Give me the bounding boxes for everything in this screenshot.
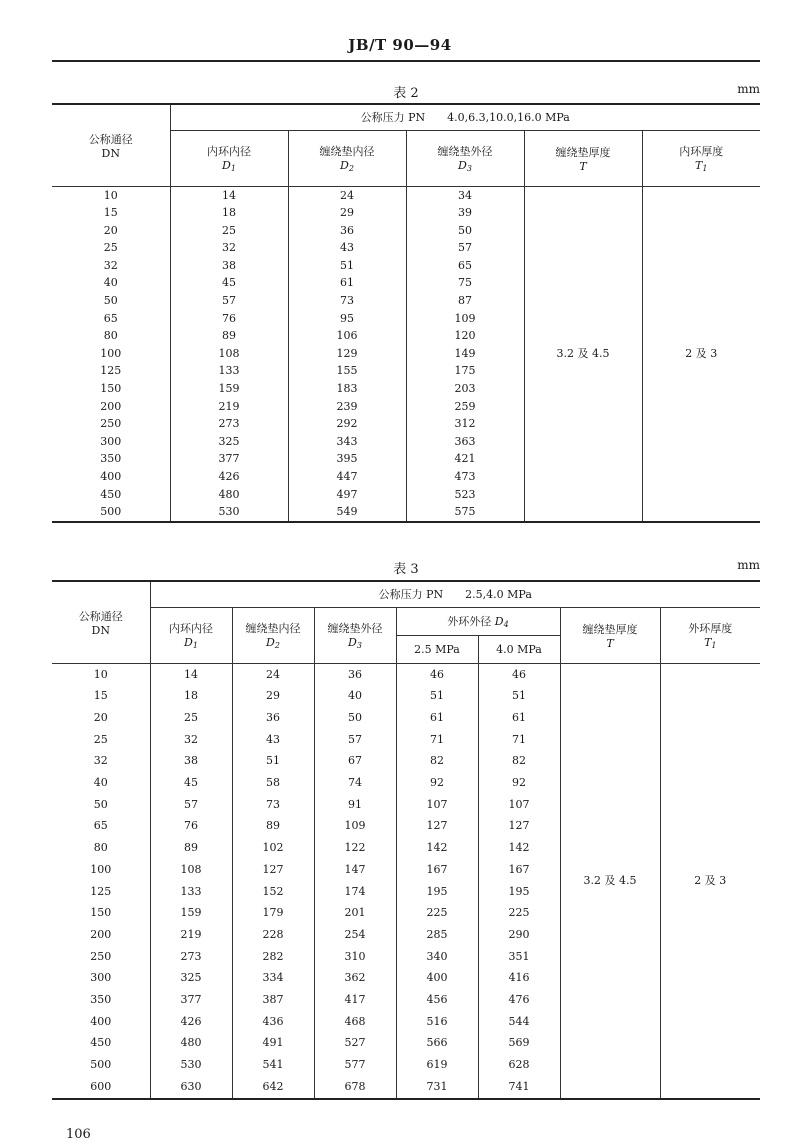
table-cell: 43 <box>288 239 406 257</box>
table-cell: 71 <box>478 729 560 751</box>
table-cell: 642 <box>232 1076 314 1099</box>
table-cell: 57 <box>406 239 524 257</box>
table-cell: 200 <box>52 398 170 416</box>
table-cell: 678 <box>314 1076 396 1099</box>
table-cell: 250 <box>52 415 170 433</box>
table-cell: 50 <box>52 292 170 310</box>
table-cell: 325 <box>150 967 232 989</box>
col-symbol <box>495 615 509 628</box>
table2-caption-bar <box>52 82 760 102</box>
table-cell: 107 <box>396 794 478 816</box>
table-cell: 36 <box>232 707 314 729</box>
table-cell: 24 <box>232 663 314 685</box>
symbol-letter: D <box>494 615 504 628</box>
dn-symbol: DN <box>91 623 110 637</box>
table-cell: 566 <box>396 1032 478 1054</box>
symbol-subscript: 1 <box>230 164 236 173</box>
table-cell: 65 <box>52 310 170 328</box>
table-cell: 120 <box>406 327 524 345</box>
table-cell: 61 <box>396 707 478 729</box>
symbol-letter: D <box>266 636 275 649</box>
table-cell: 40 <box>52 274 170 292</box>
table-cell: 109 <box>314 815 396 837</box>
table-cell: 61 <box>478 707 560 729</box>
table-cell: 600 <box>52 1076 150 1099</box>
table-cell: 108 <box>150 859 232 881</box>
table-cell: 300 <box>52 967 150 989</box>
col-symbol <box>289 159 406 173</box>
table3-col-gasket-thickness <box>560 607 660 663</box>
col-symbol: T <box>579 159 587 173</box>
table-cell: 395 <box>288 450 406 468</box>
table-cell: 125 <box>52 881 150 903</box>
table-cell: 29 <box>288 204 406 222</box>
table-cell: 549 <box>288 503 406 522</box>
col-symbol <box>315 636 396 650</box>
col-label: 外环外径 <box>447 615 492 628</box>
col-label: 缠绕垫内径 <box>319 145 375 158</box>
symbol-subscript: 1 <box>192 641 198 650</box>
table-cell: 109 <box>406 310 524 328</box>
col-label: 缠绕垫厚度 <box>555 145 611 159</box>
col-label: 外环厚度 <box>688 622 733 635</box>
table-cell: 219 <box>170 398 288 416</box>
table3-unit: mm <box>737 558 760 572</box>
col-label: 缠绕垫外径 <box>327 622 383 635</box>
table-cell: 106 <box>288 327 406 345</box>
table3-col-gasket-id <box>232 607 314 663</box>
table2-dn-header <box>52 104 170 186</box>
table-cell: 10 <box>52 186 170 204</box>
table-cell: 82 <box>478 750 560 772</box>
table3-body <box>52 663 760 1099</box>
table-cell: 92 <box>478 772 560 794</box>
table-cell: 377 <box>150 989 232 1011</box>
table-cell: 125 <box>52 362 170 380</box>
table-cell: 530 <box>170 503 288 522</box>
table-cell: 32 <box>170 239 288 257</box>
table-cell: 127 <box>478 815 560 837</box>
table-cell: 476 <box>478 989 560 1011</box>
table-cell: 14 <box>150 663 232 685</box>
table-cell: 351 <box>478 946 560 968</box>
col-symbol <box>151 636 232 650</box>
symbol-letter: D <box>222 159 231 172</box>
table-cell: 523 <box>406 486 524 504</box>
symbol-letter: D <box>458 159 467 172</box>
table-cell: 254 <box>314 924 396 946</box>
table-cell: 228 <box>232 924 314 946</box>
table-cell: 377 <box>170 450 288 468</box>
symbol-subscript: 2 <box>274 641 280 650</box>
table-cell: 426 <box>150 1011 232 1033</box>
table-cell: 40 <box>52 772 150 794</box>
table2 <box>52 103 760 523</box>
dn-symbol: DN <box>101 146 120 160</box>
table-cell: 530 <box>150 1054 232 1076</box>
table2-col-gasket-thickness <box>524 130 642 186</box>
table-cell: 200 <box>52 924 150 946</box>
table-cell: 310 <box>314 946 396 968</box>
table-cell: 273 <box>150 946 232 968</box>
table-cell: 175 <box>406 362 524 380</box>
table3-col-inner-ring-id <box>150 607 232 663</box>
col-symbol <box>643 159 761 173</box>
table3-dn-header <box>52 581 150 663</box>
table-cell: 34 <box>406 186 524 204</box>
table-cell: 71 <box>396 729 478 751</box>
col-symbol <box>171 159 288 173</box>
table-cell: 334 <box>232 967 314 989</box>
table-cell: 92 <box>396 772 478 794</box>
table-cell: 149 <box>406 345 524 363</box>
table-cell: 325 <box>170 433 288 451</box>
table-cell: 456 <box>396 989 478 1011</box>
table3-caption-bar <box>52 558 760 578</box>
table-cell: 155 <box>288 362 406 380</box>
table-cell: 285 <box>396 924 478 946</box>
table-cell: 159 <box>170 380 288 398</box>
table-cell: 142 <box>396 837 478 859</box>
table-cell: 400 <box>52 468 170 486</box>
table-cell: 400 <box>396 967 478 989</box>
table-cell: 36 <box>288 222 406 240</box>
ring-thickness-value: 2 及 3 <box>642 186 760 522</box>
header-rule <box>52 60 760 62</box>
table-cell: 76 <box>150 815 232 837</box>
col-label: 内环内径 <box>207 145 251 158</box>
table-cell: 300 <box>52 433 170 451</box>
table-row <box>52 186 760 204</box>
table-cell: 75 <box>406 274 524 292</box>
table-cell: 290 <box>478 924 560 946</box>
table-cell: 142 <box>478 837 560 859</box>
table-cell: 150 <box>52 902 150 924</box>
table-cell: 51 <box>288 257 406 275</box>
table-cell: 450 <box>52 486 170 504</box>
gasket-thickness-value: 3.2 及 4.5 <box>524 186 642 522</box>
table-cell: 250 <box>52 946 150 968</box>
col-label: 内环厚度 <box>679 145 724 158</box>
table3-col-gasket-od <box>314 607 396 663</box>
table-cell: 426 <box>170 468 288 486</box>
table-cell: 100 <box>52 859 150 881</box>
table-cell: 20 <box>52 707 150 729</box>
table-cell: 15 <box>52 204 170 222</box>
symbol-letter: T <box>704 636 712 649</box>
dn-label: 公称通径 <box>78 609 123 623</box>
table-cell: 67 <box>314 750 396 772</box>
table-cell: 32 <box>52 257 170 275</box>
table-cell: 259 <box>406 398 524 416</box>
table-cell: 10 <box>52 663 150 685</box>
table3 <box>52 580 760 1100</box>
table-cell: 89 <box>150 837 232 859</box>
table-cell: 630 <box>150 1076 232 1099</box>
table-cell: 159 <box>150 902 232 924</box>
table-cell: 273 <box>170 415 288 433</box>
table-cell: 46 <box>478 663 560 685</box>
table3-caption: 表 3 <box>393 562 419 577</box>
table-cell: 73 <box>288 292 406 310</box>
table-cell: 57 <box>150 794 232 816</box>
table-cell: 225 <box>478 902 560 924</box>
table-cell: 38 <box>170 257 288 275</box>
symbol-subscript: 4 <box>503 620 509 629</box>
table-cell: 282 <box>232 946 314 968</box>
table-cell: 450 <box>52 1032 150 1054</box>
table-cell: 57 <box>170 292 288 310</box>
table-cell: 741 <box>478 1076 560 1099</box>
symbol-letter: D <box>348 636 357 649</box>
table-cell: 500 <box>52 503 170 522</box>
table-cell: 89 <box>170 327 288 345</box>
symbol-subscript: 3 <box>356 641 362 650</box>
table2-col-inner-ring-thickness <box>642 130 760 186</box>
table-cell: 350 <box>52 450 170 468</box>
table-cell: 363 <box>406 433 524 451</box>
table-cell: 50 <box>406 222 524 240</box>
col-label: 缠绕垫内径 <box>245 622 301 635</box>
table-cell: 343 <box>288 433 406 451</box>
gasket-thickness-value: 3.2 及 4.5 <box>560 663 660 1099</box>
table-cell: 497 <box>288 486 406 504</box>
symbol-letter: D <box>340 159 349 172</box>
table-cell: 61 <box>288 274 406 292</box>
table2-col-gasket-od <box>406 130 524 186</box>
table-cell: 45 <box>150 772 232 794</box>
table-cell: 25 <box>170 222 288 240</box>
table-cell: 387 <box>232 989 314 1011</box>
ring-thickness-value: 2 及 3 <box>660 663 760 1099</box>
table-cell: 147 <box>314 859 396 881</box>
col-label: 缠绕垫厚度 <box>582 622 638 636</box>
table-cell: 133 <box>150 881 232 903</box>
symbol-subscript: 3 <box>466 164 472 173</box>
table3-pn-header: 公称压力 PN 2.5,4.0 MPa <box>150 581 760 607</box>
table-cell: 201 <box>314 902 396 924</box>
standard-number: JB/T 90—94 <box>348 36 452 54</box>
table-cell: 25 <box>52 239 170 257</box>
table3-col-outer-ring-thickness <box>660 607 760 663</box>
table-cell: 50 <box>314 707 396 729</box>
table-cell: 25 <box>52 729 150 751</box>
table-cell: 421 <box>406 450 524 468</box>
table-cell: 619 <box>396 1054 478 1076</box>
table-cell: 57 <box>314 729 396 751</box>
table2-unit: mm <box>737 82 760 96</box>
table-cell: 73 <box>232 794 314 816</box>
table-cell: 14 <box>170 186 288 204</box>
table-cell: 516 <box>396 1011 478 1033</box>
col-symbol <box>233 636 314 650</box>
table-cell: 74 <box>314 772 396 794</box>
table-row <box>52 663 760 685</box>
table-cell: 25 <box>150 707 232 729</box>
table-cell: 51 <box>232 750 314 772</box>
table-cell: 32 <box>52 750 150 772</box>
table-cell: 50 <box>52 794 150 816</box>
table-cell: 340 <box>396 946 478 968</box>
symbol-subscript: 1 <box>711 641 717 650</box>
table-cell: 24 <box>288 186 406 204</box>
table-cell: 350 <box>52 989 150 1011</box>
table-cell: 87 <box>406 292 524 310</box>
table-cell: 203 <box>406 380 524 398</box>
table-cell: 20 <box>52 222 170 240</box>
table-cell: 417 <box>314 989 396 1011</box>
table-cell: 127 <box>232 859 314 881</box>
table-cell: 91 <box>314 794 396 816</box>
table-cell: 89 <box>232 815 314 837</box>
table-cell: 80 <box>52 837 150 859</box>
table-cell: 577 <box>314 1054 396 1076</box>
table-cell: 731 <box>396 1076 478 1099</box>
table-cell: 133 <box>170 362 288 380</box>
table-cell: 292 <box>288 415 406 433</box>
table-cell: 527 <box>314 1032 396 1054</box>
table-cell: 122 <box>314 837 396 859</box>
table-cell: 628 <box>478 1054 560 1076</box>
table-cell: 129 <box>288 345 406 363</box>
symbol-letter: T <box>695 159 703 172</box>
table2-col-gasket-id <box>288 130 406 186</box>
table-cell: 36 <box>314 663 396 685</box>
table-cell: 541 <box>232 1054 314 1076</box>
col-symbol <box>661 636 761 650</box>
table-cell: 43 <box>232 729 314 751</box>
table-cell: 312 <box>406 415 524 433</box>
table-cell: 40 <box>314 685 396 707</box>
table-cell: 447 <box>288 468 406 486</box>
table-cell: 127 <box>396 815 478 837</box>
table-cell: 65 <box>406 257 524 275</box>
table-cell: 167 <box>478 859 560 881</box>
table-cell: 45 <box>170 274 288 292</box>
col-symbol: T <box>606 636 614 650</box>
symbol-subscript: 1 <box>702 164 708 173</box>
table-cell: 32 <box>150 729 232 751</box>
table-cell: 174 <box>314 881 396 903</box>
table-cell: 38 <box>150 750 232 772</box>
table-cell: 544 <box>478 1011 560 1033</box>
table-cell: 51 <box>396 685 478 707</box>
table-cell: 102 <box>232 837 314 859</box>
table2-caption: 表 2 <box>393 86 419 101</box>
table3-col-od-40mpa: 4.0 MPa <box>478 635 560 663</box>
page-number: 106 <box>66 1127 91 1142</box>
table3-col-outer-ring-od <box>396 607 560 635</box>
col-label: 缠绕垫外径 <box>437 145 493 158</box>
table-cell: 82 <box>396 750 478 772</box>
table-cell: 195 <box>396 881 478 903</box>
table-cell: 15 <box>52 685 150 707</box>
table-cell: 195 <box>478 881 560 903</box>
table-cell: 100 <box>52 345 170 363</box>
table3-col-od-25mpa: 2.5 MPa <box>396 635 478 663</box>
table-cell: 416 <box>478 967 560 989</box>
table-cell: 362 <box>314 967 396 989</box>
table-cell: 480 <box>150 1032 232 1054</box>
col-symbol <box>407 159 524 173</box>
table-cell: 150 <box>52 380 170 398</box>
symbol-subscript: 2 <box>348 164 354 173</box>
table-cell: 39 <box>406 204 524 222</box>
table-cell: 473 <box>406 468 524 486</box>
table-cell: 468 <box>314 1011 396 1033</box>
table-cell: 80 <box>52 327 170 345</box>
table-cell: 152 <box>232 881 314 903</box>
table-cell: 491 <box>232 1032 314 1054</box>
table-cell: 18 <box>170 204 288 222</box>
table-cell: 76 <box>170 310 288 328</box>
table-cell: 95 <box>288 310 406 328</box>
table-cell: 436 <box>232 1011 314 1033</box>
table-cell: 225 <box>396 902 478 924</box>
table2-col-inner-ring-id <box>170 130 288 186</box>
dn-label: 公称通径 <box>88 132 133 146</box>
table-cell: 239 <box>288 398 406 416</box>
table-cell: 575 <box>406 503 524 522</box>
table-cell: 179 <box>232 902 314 924</box>
table-cell: 65 <box>52 815 150 837</box>
table-cell: 46 <box>396 663 478 685</box>
table-cell: 400 <box>52 1011 150 1033</box>
table-cell: 18 <box>150 685 232 707</box>
table-cell: 29 <box>232 685 314 707</box>
col-label: 内环内径 <box>169 622 213 635</box>
table-cell: 107 <box>478 794 560 816</box>
table-cell: 183 <box>288 380 406 398</box>
table2-pn-header: 公称压力 PN 4.0,6.3,10.0,16.0 MPa <box>170 104 760 130</box>
symbol-letter: D <box>184 636 193 649</box>
table-cell: 108 <box>170 345 288 363</box>
table-cell: 500 <box>52 1054 150 1076</box>
table-cell: 480 <box>170 486 288 504</box>
table-cell: 167 <box>396 859 478 881</box>
table-cell: 219 <box>150 924 232 946</box>
table-cell: 58 <box>232 772 314 794</box>
table-cell: 51 <box>478 685 560 707</box>
table2-body <box>52 186 760 522</box>
table-cell: 569 <box>478 1032 560 1054</box>
